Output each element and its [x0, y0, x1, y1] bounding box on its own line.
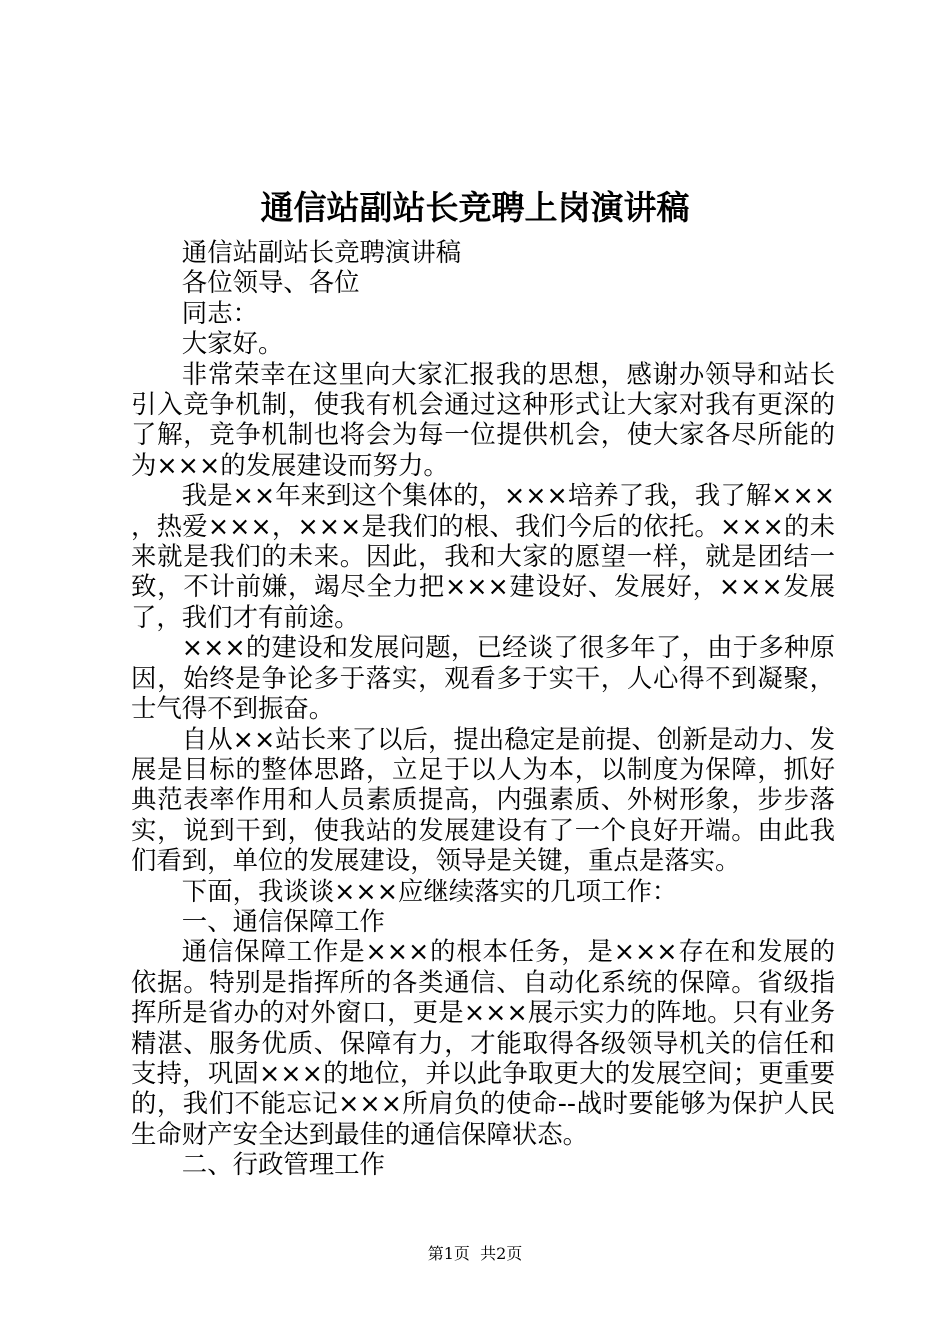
paragraph: 各位领导、各位	[181, 267, 360, 298]
paragraph: 自从××站长来了以后，提出稳定是前提、创新是动力、发展是目标的整体思路，立足于以人为本，以制度为保障，抓好典范表率作用和人员素质提高，内强素质、外树形象，步步落实，说到干到，使我站的发展建设有了一个良好开端。由此我们看到，单位的发展建设，领导是关键，重点是落实。	[131, 723, 835, 876]
paragraph: 大家好。	[181, 328, 284, 359]
section-heading: 二、行政管理工作	[181, 1149, 385, 1180]
paragraph: ×××的建设和发展问题，已经谈了很多年了，由于多种原因，始终是争论多于落实，观看多于实干，人心得不到凝聚，士气得不到振奋。	[131, 632, 835, 724]
page-number: 第1页	[427, 1244, 470, 1263]
document-title: 通信站副站长竞聘上岗演讲稿	[260, 188, 690, 227]
page-footer	[0, 1243, 950, 1265]
paragraph: 通信保障工作是×××的根本任务，是×××存在和发展的依据。特别是指挥所的各类通信、自动化系统的保障。省级指挥所是省办的对外窗口，更是×××展示实力的阵地。只有业务精湛、服务优质、保障有力，才能取得各级领导机关的信任和支持，巩固×××的地位，并以此争取更大的发展空间；更重要的，我们不能忘记×××所肩负的使命--战时要能够为保护人民生命财产安全达到最佳的通信保障状态。	[131, 936, 835, 1149]
document-body	[131, 237, 835, 1180]
paragraph: 下面，我谈谈×××应继续落实的几项工作：	[181, 875, 678, 906]
section-heading: 一、通信保障工作	[181, 905, 385, 936]
paragraph: 同志：	[181, 297, 258, 328]
page-total: 共2页	[480, 1244, 523, 1263]
paragraph: 通信站副站长竞聘演讲稿	[181, 237, 462, 267]
paragraph: 非常荣幸在这里向大家汇报我的思想，感谢办领导和站长引入竞争机制，使我有机会通过这种形式让大家对我有更深的了解，竞争机制也将会为每一位提供机会，使大家各尽所能的为×××的发展建设而努力。	[131, 358, 835, 480]
paragraph: 我是××年来到这个集体的，×××培养了我，我了解×××，热爱×××，×××是我们的根、我们今后的依托。×××的未来就是我们的未来。因此，我和大家的愿望一样，就是团结一致，不计前嫌，竭尽全力把×××建设好、发展好，×××发展了，我们才有前途。	[131, 480, 835, 632]
